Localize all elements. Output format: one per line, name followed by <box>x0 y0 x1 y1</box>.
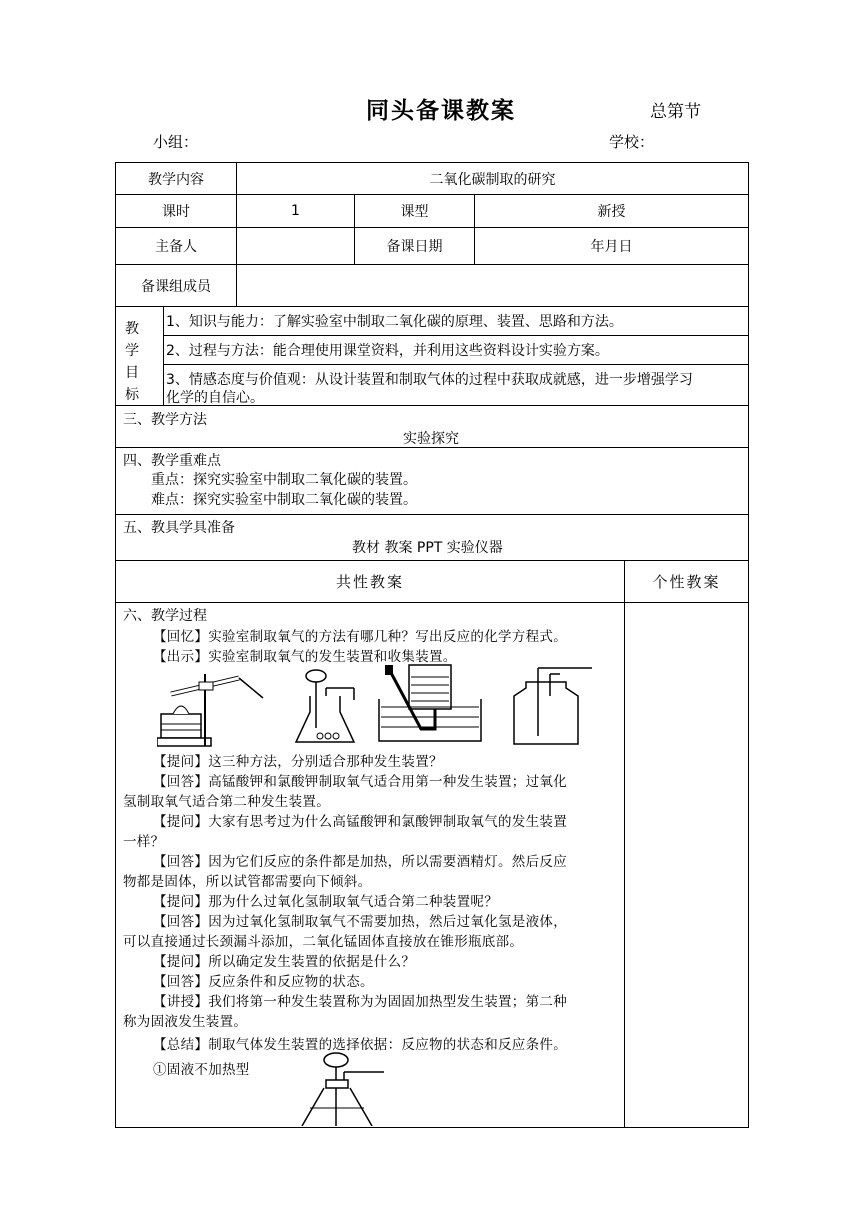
date-value: 年月日 <box>590 239 633 255</box>
process-title: 六、教学过程 <box>123 608 207 624</box>
process-line: ①固液不加热型 <box>153 1062 250 1078</box>
hours-value: 1 <box>291 203 300 219</box>
tools-value: 教材 教案 PPT 实验仪器 <box>352 540 503 556</box>
page-title: 同头备课教案 <box>366 98 516 124</box>
process-line: 物都是固体，所以试管都需要向下倾斜。 <box>123 874 372 890</box>
solid-liquid-apparatus-figure <box>298 1052 398 1126</box>
process-line: 【提问】所以确定发生装置的依据是什么？ <box>153 954 416 970</box>
members-value <box>237 265 748 306</box>
group-label: 小组： <box>153 133 199 151</box>
keypoint-difficult: 难点：探究实验室中制取二氧化碳的装置。 <box>151 492 417 508</box>
process-line: 氢制取氧气适合第二种发生装置。 <box>123 794 330 810</box>
goal-item: 2、过程与方法：能合理使用课堂资料，并利用这些资料设计实验方案。 <box>166 343 609 359</box>
content-label: 教学内容 <box>148 171 204 188</box>
tools-title: 五、教具学具准备 <box>123 520 235 536</box>
school-label: 学校： <box>609 133 655 151</box>
goal-item: 化学的自信心。 <box>166 390 264 406</box>
goals-label: 教学目标 <box>125 321 139 403</box>
content-value: 二氧化碳制取的研究 <box>429 171 556 188</box>
process-line: 【讲授】我们将第一种发生装置称为为固固加热型发生装置；第二种 <box>153 994 567 1010</box>
section-number-label: 总第节 <box>650 102 701 122</box>
flask-apparatus-figure <box>292 666 372 748</box>
date-label: 备课日期 <box>386 239 443 255</box>
keypoint-key: 重点：探究实验室中制取二氧化碳的装置。 <box>151 472 417 488</box>
goal-item: 1、知识与能力：了解实验室中制取二氧化碳的原理、装置、思路和方法。 <box>166 314 623 330</box>
lead-value <box>237 228 354 264</box>
goal-item: 3、情感态度与价值观：从设计装置和制取气体的过程中获取成就感，进一步增强学习 <box>166 372 693 388</box>
process-line: 【回忆】实验室制取氧气的方法有哪几种？写出反应的化学方程式。 <box>153 629 567 645</box>
process-line: 称为固液发生装置。 <box>123 1014 248 1030</box>
process-line: 【提问】这三种方法，分别适合那种发生装置？ <box>153 754 443 770</box>
process-line: 【回答】高锰酸钾和氯酸钾制取氧气适合用第一种发生装置；过氧化 <box>153 774 567 790</box>
process-line: 【出示】实验室制取氧气的发生装置和收集装置。 <box>153 649 457 665</box>
method-value: 实验探究 <box>403 431 459 447</box>
process-line: 【提问】大家有思考过为什么高锰酸钾和氯酸钾制取氧气的发生装置 <box>153 814 567 830</box>
type-value: 新授 <box>597 204 626 220</box>
process-line: 可以直接通过长颈漏斗添加，二氧化锰固体直接放在锥形瓶底部。 <box>123 934 524 950</box>
process-line: 【总结】制取气体发生装置的选择依据：反应物的状态和反应条件。 <box>153 1037 567 1053</box>
process-line: 【回答】反应条件和反应物的状态。 <box>153 974 374 990</box>
gas-bottle-figure <box>506 662 596 748</box>
hours-label: 课时 <box>162 204 190 220</box>
common-plan-header: 共性教案 <box>335 573 404 591</box>
method-title: 三、教学方法 <box>123 412 207 428</box>
process-line: 【提问】那为什么过氧化氢制取氧气适合第二种装置呢？ <box>153 894 498 910</box>
process-line: 【回答】因为它们反应的条件都是加热，所以需要酒精灯。然后反应 <box>153 854 567 870</box>
process-line: 【回答】因为过氧化氢制取氧气不需要加热，然后过氧化氢是液体， <box>153 914 567 930</box>
process-line: 一样？ <box>123 834 165 850</box>
water-collection-figure <box>375 663 485 748</box>
type-label: 课型 <box>400 204 429 220</box>
members-label: 备课组成员 <box>141 278 211 295</box>
lead-label: 主备人 <box>155 239 197 255</box>
personal-plan-header: 个性教案 <box>652 573 721 591</box>
keypoints-title: 四、教学重难点 <box>123 453 221 469</box>
heating-apparatus-figure <box>157 666 267 748</box>
